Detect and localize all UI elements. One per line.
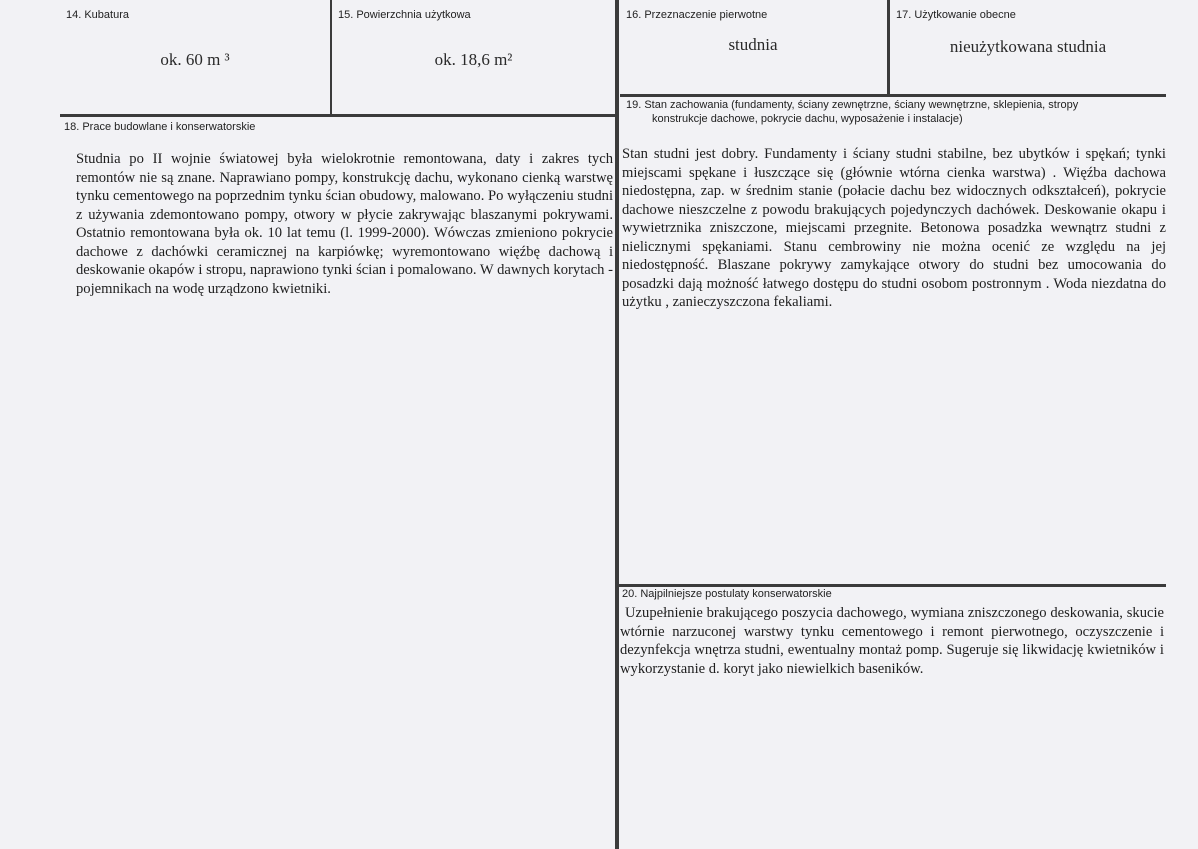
field-18-label: 18. Prace budowlane i konserwatorskie xyxy=(64,121,256,133)
field-18-text: Studnia po II wojnie światowej była wielokrotnie remontowana, daty i zakres tych remontów nie są znane. Naprawiano pompy, konstrukcję dachu, wykonano cienką warstwę tynku cementowego na poprzednim tynku ścian obudowy, malowano. Po wyłączeniu studni z używania zdemontowano pompy, otwory w płycie zakrywając blaszanymi pokrywami. Ostatnio remontowana była ok. 10 lat temu (l. 1999-2000). Wówczas zmieniono pokrycie dachowe z dachówki ceramicznej na karpiówkę; wyremontowano więźbę dachową i deskowanie okapów i stropu, naprawiono tynki ścian i pomalowano. W dawnych korytach - pojemnikach na wodę urządzono kwietniki. xyxy=(76,151,613,297)
field-19-text: Stan studni jest dobry. Fundamenty i ściany studni stabilne, bez ubytków i spękań; tynki miejscami spękane i łuszczące się (głównie wtórna cienka warstwa) . Więźba dachowa niedostępna, zap. w średnim stanie (połacie dachu bez widocznych odkształceń), pokrycie dachowe nieszczelne z powodu brakujących pojedynczych dachówek. Deskowanie okapu i wywietrznika zniszczone, miejscami przegnite. Betonowa posadzka wewnątrz studni z nielicznymi spękaniami. Stanu cembrowiny nie można ocenić ze względu na jej niedostępność. Blaszane pokrywy zamykające otwory do studni bez umocowania do posadzki dają możność łatwego dostępu do studni osobom postronnym . Woda niezdatna do użytku , zanieczyszczona fekaliami. xyxy=(622,146,1166,310)
top-divider-left xyxy=(60,114,617,117)
field-20-text: Uzupełnienie brakującego poszycia dachowego, wymiana zniszczonego deskowania, skucie wtórnie narzuconej warstwy tynku cementowego i remont pierwotnego, oczyszczenie i dezynfekcja wnętrza studni, ewentualny montaż pomp. Sugeruje się likwidację kwietników i wykorzystanie d. koryt jako niewielkich baseników. xyxy=(620,605,1164,677)
divider-19-20 xyxy=(618,584,1166,587)
field-19-label-line1: 19. Stan zachowania (fundamenty, ściany zewnętrzne, ściany wewnętrzne, sklepienia, stropy xyxy=(626,99,1079,111)
top-divider-right xyxy=(620,94,1166,97)
field-16-label: 16. Przeznaczenie pierwotne xyxy=(626,9,768,21)
field-17-value: nieużytkowana studnia xyxy=(949,37,1107,56)
field-20-label: 20. Najpilniejsze postulaty konserwatorskie xyxy=(622,588,832,600)
field-19-label-line2: konstrukcje dachowe, pokrycie dachu, wyposażenie i instalacje) xyxy=(652,113,963,125)
field-17-label: 17. Użytkowanie obecne xyxy=(896,9,1016,21)
field-14-value: ok. 60 m ³ xyxy=(160,50,230,69)
field-15-label: 15. Powierzchnia użytkowa xyxy=(338,9,471,21)
field-15-value: ok. 18,6 m² xyxy=(434,50,513,69)
field-14-label: 14. Kubatura xyxy=(66,9,129,21)
vertical-divider-main xyxy=(615,0,619,849)
field-16-value: studnia xyxy=(728,35,778,54)
